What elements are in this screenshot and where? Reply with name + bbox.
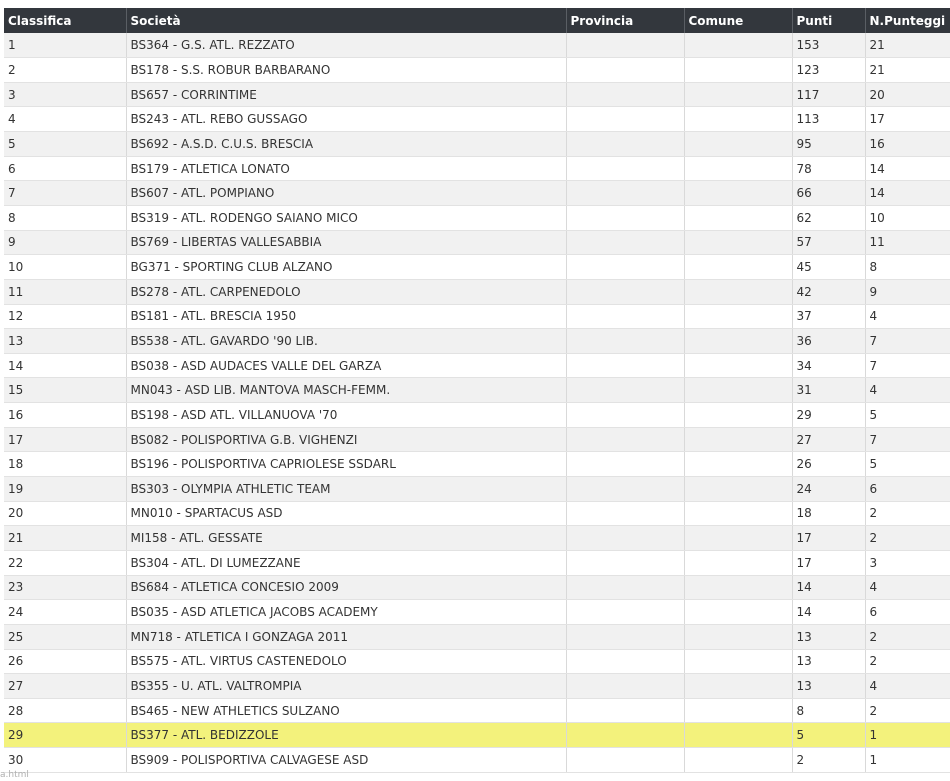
cell-punti: 66: [792, 181, 865, 206]
cell-comune: [684, 723, 792, 748]
column-header-societa[interactable]: Società: [126, 8, 566, 33]
cell-provincia: [566, 427, 684, 452]
table-row[interactable]: [4, 748, 950, 773]
cell-rank: 25: [4, 624, 126, 649]
cell-provincia: [566, 624, 684, 649]
cell-rank: 21: [4, 526, 126, 551]
cell-comune: [684, 329, 792, 354]
cell-npunteggi: 2: [865, 698, 950, 723]
cell-punti: 24: [792, 477, 865, 502]
cell-societa: BS179 - ATLETICA LONATO: [126, 156, 566, 181]
table-row[interactable]: [4, 353, 950, 378]
cell-npunteggi: 8: [865, 255, 950, 280]
cell-npunteggi: 11: [865, 230, 950, 255]
cell-rank: 26: [4, 649, 126, 674]
table-row[interactable]: [4, 33, 950, 58]
cell-comune: [684, 575, 792, 600]
cell-punti: 2: [792, 748, 865, 773]
cell-punti: 5: [792, 723, 865, 748]
column-header-comune[interactable]: Comune: [684, 8, 792, 33]
cell-punti: 78: [792, 156, 865, 181]
table-row[interactable]: [4, 698, 950, 723]
table-row[interactable]: [4, 452, 950, 477]
cell-societa: BS278 - ATL. CARPENEDOLO: [126, 279, 566, 304]
cell-provincia: [566, 255, 684, 280]
table-row[interactable]: [4, 304, 950, 329]
table-row[interactable]: [4, 403, 950, 428]
cell-npunteggi: 2: [865, 624, 950, 649]
table-row[interactable]: [4, 329, 950, 354]
cell-provincia: [566, 58, 684, 83]
cell-rank: 24: [4, 600, 126, 625]
cell-npunteggi: 9: [865, 279, 950, 304]
cell-societa: BS909 - POLISPORTIVA CALVAGESE ASD: [126, 748, 566, 773]
cell-punti: 31: [792, 378, 865, 403]
cell-societa: BS538 - ATL. GAVARDO '90 LIB.: [126, 329, 566, 354]
table-row[interactable]: [4, 501, 950, 526]
cell-provincia: [566, 452, 684, 477]
table-row[interactable]: [4, 526, 950, 551]
cell-provincia: [566, 205, 684, 230]
table-row[interactable]: [4, 82, 950, 107]
cell-punti: 117: [792, 82, 865, 107]
table-row[interactable]: [4, 255, 950, 280]
cell-punti: 62: [792, 205, 865, 230]
table-row[interactable]: [4, 279, 950, 304]
table-row[interactable]: [4, 723, 950, 748]
cell-npunteggi: 4: [865, 378, 950, 403]
cell-societa: BS575 - ATL. VIRTUS CASTENEDOLO: [126, 649, 566, 674]
table-row[interactable]: [4, 156, 950, 181]
cell-societa: BS364 - G.S. ATL. REZZATO: [126, 33, 566, 58]
cell-comune: [684, 107, 792, 132]
cell-punti: 123: [792, 58, 865, 83]
cell-provincia: [566, 181, 684, 206]
table-row[interactable]: [4, 205, 950, 230]
cell-comune: [684, 649, 792, 674]
cell-provincia: [566, 403, 684, 428]
cell-rank: 12: [4, 304, 126, 329]
cell-comune: [684, 452, 792, 477]
cell-provincia: [566, 279, 684, 304]
cell-rank: 10: [4, 255, 126, 280]
cell-npunteggi: 6: [865, 600, 950, 625]
cell-comune: [684, 353, 792, 378]
cell-provincia: [566, 156, 684, 181]
cell-societa: BS304 - ATL. DI LUMEZZANE: [126, 550, 566, 575]
cell-npunteggi: 7: [865, 427, 950, 452]
cell-provincia: [566, 329, 684, 354]
cell-rank: 27: [4, 674, 126, 699]
table-row[interactable]: [4, 230, 950, 255]
cell-punti: 153: [792, 33, 865, 58]
footer-filename: a.html: [0, 770, 29, 780]
cell-rank: 9: [4, 230, 126, 255]
table-row[interactable]: [4, 477, 950, 502]
column-header-punti[interactable]: Punti: [792, 8, 865, 33]
cell-societa: MN010 - SPARTACUS ASD: [126, 501, 566, 526]
table-row[interactable]: [4, 575, 950, 600]
cell-punti: 26: [792, 452, 865, 477]
cell-punti: 14: [792, 575, 865, 600]
cell-punti: 13: [792, 674, 865, 699]
cell-rank: 15: [4, 378, 126, 403]
cell-comune: [684, 501, 792, 526]
cell-rank: 17: [4, 427, 126, 452]
table-body: [4, 33, 950, 772]
cell-provincia: [566, 674, 684, 699]
cell-rank: 13: [4, 329, 126, 354]
cell-comune: [684, 403, 792, 428]
cell-npunteggi: 17: [865, 107, 950, 132]
cell-punti: 13: [792, 649, 865, 674]
cell-comune: [684, 156, 792, 181]
column-header-npunteggi[interactable]: N.Punteggi: [869, 13, 946, 28]
cell-npunteggi: 10: [865, 205, 950, 230]
cell-punti: 8: [792, 698, 865, 723]
cell-npunteggi: 2: [865, 526, 950, 551]
table-row[interactable]: [4, 624, 950, 649]
cell-npunteggi: 3: [865, 550, 950, 575]
table-row[interactable]: [4, 181, 950, 206]
cell-rank: 6: [4, 156, 126, 181]
cell-npunteggi: 16: [865, 132, 950, 157]
cell-comune: [684, 698, 792, 723]
cell-rank: 29: [4, 723, 126, 748]
cell-rank: 30: [4, 748, 126, 773]
cell-npunteggi: 21: [865, 58, 950, 83]
cell-punti: 34: [792, 353, 865, 378]
table-header-row: [4, 8, 950, 33]
cell-comune: [684, 624, 792, 649]
cell-provincia: [566, 82, 684, 107]
cell-comune: [684, 427, 792, 452]
cell-rank: 1: [4, 33, 126, 58]
cell-comune: [684, 255, 792, 280]
cell-comune: [684, 477, 792, 502]
cell-punti: 113: [792, 107, 865, 132]
cell-provincia: [566, 550, 684, 575]
cell-provincia: [566, 698, 684, 723]
cell-punti: 17: [792, 550, 865, 575]
table-row[interactable]: [4, 649, 950, 674]
cell-rank: 3: [4, 82, 126, 107]
cell-npunteggi: 2: [865, 649, 950, 674]
cell-comune: [684, 230, 792, 255]
cell-rank: 22: [4, 550, 126, 575]
table-row[interactable]: [4, 550, 950, 575]
cell-societa: BS178 - S.S. ROBUR BARBARANO: [126, 58, 566, 83]
cell-punti: 27: [792, 427, 865, 452]
cell-societa: BS657 - CORRINTIME: [126, 82, 566, 107]
cell-npunteggi: 20: [865, 82, 950, 107]
table-row[interactable]: [4, 107, 950, 132]
cell-rank: 7: [4, 181, 126, 206]
cell-comune: [684, 526, 792, 551]
cell-comune: [684, 58, 792, 83]
cell-rank: 16: [4, 403, 126, 428]
cell-provincia: [566, 748, 684, 773]
cell-provincia: [566, 353, 684, 378]
cell-comune: [684, 378, 792, 403]
cell-npunteggi: 1: [865, 723, 950, 748]
cell-rank: 20: [4, 501, 126, 526]
cell-provincia: [566, 33, 684, 58]
cell-rank: 5: [4, 132, 126, 157]
cell-punti: 37: [792, 304, 865, 329]
cell-societa: BS196 - POLISPORTIVA CAPRIOLESE SSDARL: [126, 452, 566, 477]
cell-punti: 36: [792, 329, 865, 354]
cell-societa: BS465 - NEW ATHLETICS SULZANO: [126, 698, 566, 723]
table-row[interactable]: [4, 132, 950, 157]
cell-provincia: [566, 600, 684, 625]
cell-rank: 28: [4, 698, 126, 723]
cell-punti: 14: [792, 600, 865, 625]
cell-provincia: [566, 477, 684, 502]
cell-comune: [684, 674, 792, 699]
cell-rank: 23: [4, 575, 126, 600]
cell-npunteggi: 4: [865, 575, 950, 600]
column-header-classifica[interactable]: Classifica: [4, 8, 126, 33]
cell-rank: 11: [4, 279, 126, 304]
cell-comune: [684, 181, 792, 206]
classifica-table: [4, 8, 950, 773]
cell-npunteggi: 14: [865, 156, 950, 181]
cell-rank: 19: [4, 477, 126, 502]
cell-comune: [684, 279, 792, 304]
table-row[interactable]: [4, 427, 950, 452]
cell-npunteggi: 4: [865, 674, 950, 699]
cell-provincia: [566, 378, 684, 403]
cell-punti: 45: [792, 255, 865, 280]
cell-punti: 18: [792, 501, 865, 526]
cell-rank: 2: [4, 58, 126, 83]
cell-societa: BS181 - ATL. BRESCIA 1950: [126, 304, 566, 329]
cell-rank: 18: [4, 452, 126, 477]
cell-societa: BS035 - ASD ATLETICA JACOBS ACADEMY: [126, 600, 566, 625]
cell-societa: BS243 - ATL. REBO GUSSAGO: [126, 107, 566, 132]
cell-comune: [684, 82, 792, 107]
cell-npunteggi: 5: [865, 403, 950, 428]
cell-npunteggi: 21: [865, 33, 950, 58]
cell-provincia: [566, 526, 684, 551]
cell-societa: MN718 - ATLETICA I GONZAGA 2011: [126, 624, 566, 649]
table-row[interactable]: [4, 600, 950, 625]
cell-npunteggi: 7: [865, 353, 950, 378]
cell-punti: 13: [792, 624, 865, 649]
cell-comune: [684, 33, 792, 58]
cell-npunteggi: 14: [865, 181, 950, 206]
cell-comune: [684, 205, 792, 230]
cell-societa: BS769 - LIBERTAS VALLESABBIA: [126, 230, 566, 255]
cell-provincia: [566, 230, 684, 255]
cell-comune: [684, 600, 792, 625]
cell-societa: BS082 - POLISPORTIVA G.B. VIGHENZI: [126, 427, 566, 452]
cell-societa: BS377 - ATL. BEDIZZOLE: [126, 723, 566, 748]
cell-provincia: [566, 501, 684, 526]
table-row[interactable]: [4, 674, 950, 699]
cell-provincia: [566, 304, 684, 329]
cell-rank: 14: [4, 353, 126, 378]
cell-npunteggi: 7: [865, 329, 950, 354]
cell-punti: 95: [792, 132, 865, 157]
cell-societa: MN043 - ASD LIB. MANTOVA MASCH-FEMM.: [126, 378, 566, 403]
cell-comune: [684, 748, 792, 773]
cell-comune: [684, 304, 792, 329]
cell-societa: BS198 - ASD ATL. VILLANUOVA '70: [126, 403, 566, 428]
column-header-provincia[interactable]: Provincia: [566, 8, 684, 33]
cell-societa: BS607 - ATL. POMPIANO: [126, 181, 566, 206]
cell-rank: 4: [4, 107, 126, 132]
cell-societa: BS303 - OLYMPIA ATHLETIC TEAM: [126, 477, 566, 502]
table-row[interactable]: [4, 378, 950, 403]
cell-npunteggi: 4: [865, 304, 950, 329]
cell-punti: 57: [792, 230, 865, 255]
cell-provincia: [566, 649, 684, 674]
cell-comune: [684, 550, 792, 575]
cell-rank: 8: [4, 205, 126, 230]
cell-punti: 17: [792, 526, 865, 551]
cell-npunteggi: 6: [865, 477, 950, 502]
cell-societa: BS319 - ATL. RODENGO SAIANO MICO: [126, 205, 566, 230]
table-row[interactable]: [4, 58, 950, 83]
cell-societa: BS684 - ATLETICA CONCESIO 2009: [126, 575, 566, 600]
cell-societa: BS038 - ASD AUDACES VALLE DEL GARZA: [126, 353, 566, 378]
cell-npunteggi: 1: [865, 748, 950, 773]
cell-provincia: [566, 107, 684, 132]
cell-provincia: [566, 132, 684, 157]
cell-societa: BS355 - U. ATL. VALTROMPIA: [126, 674, 566, 699]
cell-societa: MI158 - ATL. GESSATE: [126, 526, 566, 551]
cell-comune: [684, 132, 792, 157]
cell-societa: BS692 - A.S.D. C.U.S. BRESCIA: [126, 132, 566, 157]
cell-npunteggi: 5: [865, 452, 950, 477]
cell-npunteggi: 2: [865, 501, 950, 526]
cell-provincia: [566, 575, 684, 600]
cell-punti: 29: [792, 403, 865, 428]
cell-provincia: [566, 723, 684, 748]
cell-societa: BG371 - SPORTING CLUB ALZANO: [126, 255, 566, 280]
cell-punti: 42: [792, 279, 865, 304]
